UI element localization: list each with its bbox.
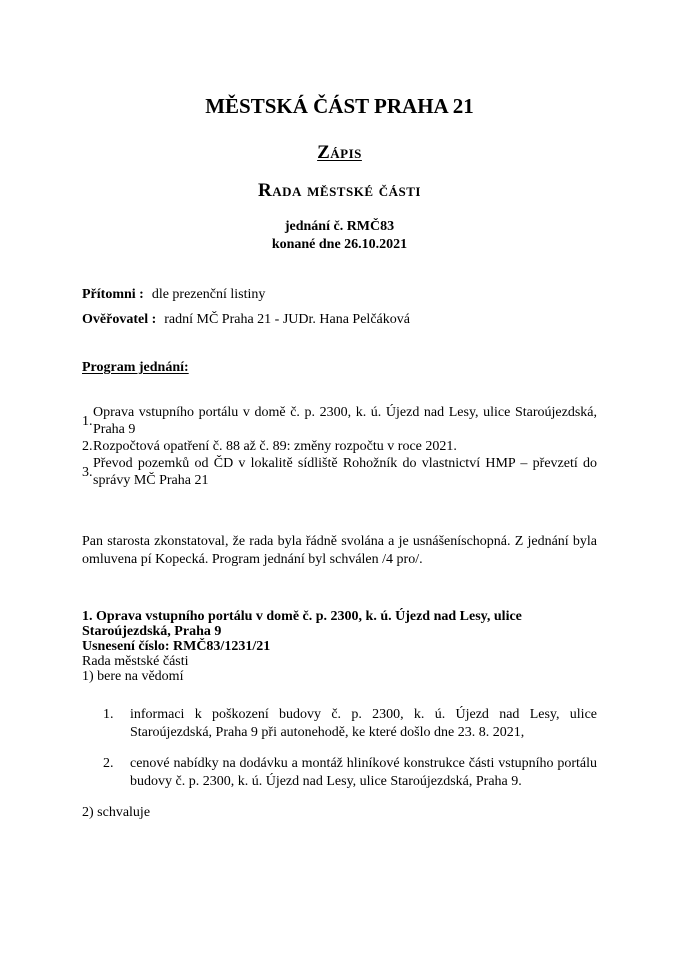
agenda-item-text: Rozpočtová opatření č. 88 až č. 89: změny rozpočtu v roce 2021. [93, 439, 457, 454]
attendance-verifier-row [82, 311, 597, 329]
chairman-statement: Pan starosta zkonstatoval, že rada byla řádně svolána a je usnášeníschopná. Z jednání byla omluvena pí Kopecká. Program jednání byl schválen /4 pro/. [82, 534, 597, 567]
agenda-list [82, 404, 597, 489]
resolution-subitem [82, 755, 597, 791]
document-title: MĚSTSKÁ ČÁST PRAHA 21 [205, 94, 474, 118]
agenda-item-text: Oprava vstupního portálu v domě č. p. 2300, k. ú. Újezd nad Lesy, ulice Staroújezdská, Praha 9 [93, 405, 597, 437]
session-number: jednání č. RMČ83 [284, 219, 395, 234]
resolution-subitem-text: cenové nabídky na dodávku a montáž hliníkové konstrukce části vstupního portálu budovy č. p. 2300, k. ú. Újezd nad Lesy, ulice Staroújezdská, Praha 9. [130, 756, 597, 789]
session-block [82, 218, 597, 254]
session-date: konané dne 26.10.2021 [271, 237, 408, 252]
agenda-item [82, 404, 597, 438]
agenda-item-text: Převod pozemků od ČD v lokalitě sídliště Rohožník do vlastnictví HMP – převzetí do správy MČ Praha 21 [93, 456, 597, 488]
verifier-label: Ověřovatel : [82, 312, 157, 327]
agenda-item-number: 1. [82, 413, 93, 429]
resolution-number: Usnesení číslo: RMČ83/1231/21 [82, 639, 271, 654]
resolution-sublist [82, 706, 597, 791]
resolution-subitem-number: 1. [103, 707, 114, 722]
agenda-item-number: 2. [82, 439, 93, 454]
agenda-item [82, 438, 597, 455]
resolution-clause-1: 1) bere na vědomí [82, 669, 184, 684]
attendance-present-row [82, 286, 597, 304]
agenda-heading: Program jednání: [82, 360, 189, 375]
resolution-header [82, 609, 597, 684]
present-label: Přítomni : [82, 287, 144, 302]
resolution-subitem [82, 706, 597, 742]
verifier-value: radní MČ Praha 21 - JUDr. Hana Pelčáková [164, 312, 410, 327]
agenda-item-number: 3. [82, 464, 93, 480]
present-value: dle prezenční listiny [151, 287, 266, 302]
resolution-subitem-number: 2. [103, 756, 114, 771]
resolution-title: 1. Oprava vstupního portálu v domě č. p. 2300, k. ú. Újezd nad Lesy, ulice Staroújezdská, Praha 9 [82, 609, 522, 639]
resolution-council-name: Rada městské části [82, 654, 189, 669]
agenda-item [82, 455, 597, 489]
council-heading: Rada městské části [258, 180, 421, 201]
document-type-heading: Zápis [317, 142, 362, 163]
resolution-subitem-text: informaci k poškození budovy č. p. 2300, k. ú. Újezd nad Lesy, ulice Staroújezdská, Praha 9 při autonehodě, ke které došlo dne 23. 8. 2021, [130, 707, 597, 740]
resolution-clause-2: 2) schvaluje [82, 805, 151, 820]
